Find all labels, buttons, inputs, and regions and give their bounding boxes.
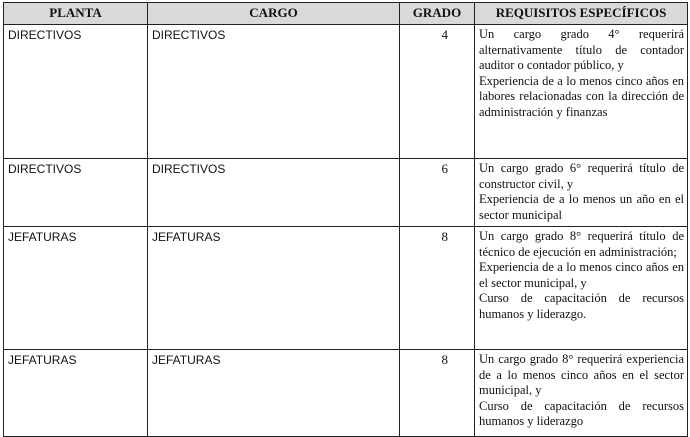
requisitos-cell: [475, 25, 688, 159]
header-grado: GRADO: [400, 3, 475, 25]
requisito-line: Un cargo grado 4° requerirá alternativamente título de contador auditor o contador público, y: [479, 27, 684, 72]
header-requisitos: REQUISITOS ESPECÍFICOS: [475, 3, 688, 25]
requisito-line: Un cargo grado 8° requerirá experiencia de a lo menos cinco años en el sector municipal, y: [479, 352, 684, 397]
grado-cell: 6: [400, 159, 475, 227]
requirements-table: [3, 2, 688, 437]
cargo-cell: DIRECTIVOS: [148, 159, 400, 227]
cargo-cell: JEFATURAS: [148, 227, 400, 350]
requisito-line: Experiencia de a lo menos cinco años en el sector municipal, y: [479, 260, 684, 290]
header-row: [4, 3, 688, 25]
table-row: [4, 227, 688, 350]
requisitos-cell: [475, 159, 688, 227]
planta-cell: DIRECTIVOS: [4, 159, 148, 227]
requisito-line: Un cargo grado 8° requerirá título de técnico de ejecución en administración;: [479, 229, 684, 259]
grado-cell: 8: [400, 350, 475, 437]
cargo-cell: DIRECTIVOS: [148, 25, 400, 159]
grado-cell: 4: [400, 25, 475, 159]
planta-cell: JEFATURAS: [4, 350, 148, 437]
header-cargo: CARGO: [148, 3, 400, 25]
requisito-line: Curso de capacitación de recursos humanos y liderazgo: [479, 398, 684, 428]
header-planta: PLANTA: [4, 3, 148, 25]
planta-cell: JEFATURAS: [4, 227, 148, 350]
requisito-line: Curso de capacitación de recursos humanos y liderazgo.: [479, 291, 684, 321]
table-row: [4, 25, 688, 159]
planta-cell: DIRECTIVOS: [4, 25, 148, 159]
requisito-line: Experiencia de a lo menos un año en el sector municipal: [479, 192, 684, 222]
cargo-cell: JEFATURAS: [148, 350, 400, 437]
requisitos-cell: [475, 350, 688, 437]
table-row: [4, 159, 688, 227]
requisito-line: Experiencia de a lo menos cinco años en labores relacionadas con la dirección de administración y finanzas: [479, 73, 684, 119]
table-row: [4, 350, 688, 437]
requisitos-cell: [475, 227, 688, 350]
requisito-line: Un cargo grado 6° requerirá título de constructor civil, y: [479, 161, 684, 191]
grado-cell: 8: [400, 227, 475, 350]
